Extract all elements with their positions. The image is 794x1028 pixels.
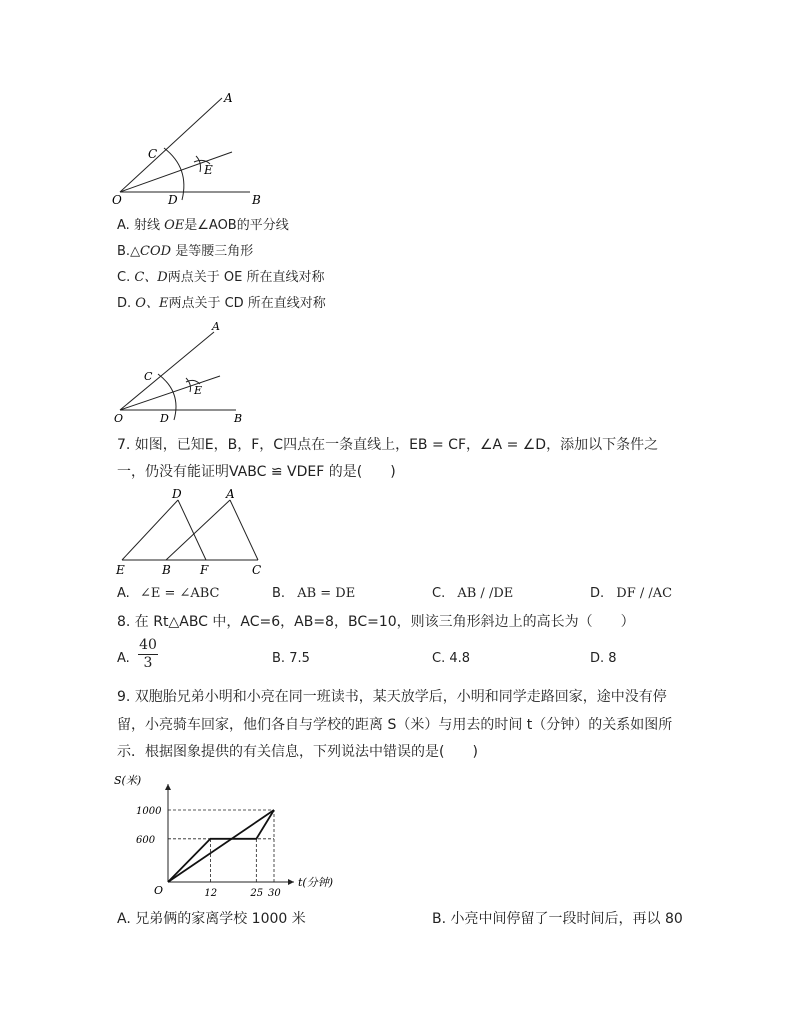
label-a: A bbox=[226, 487, 235, 501]
line-df bbox=[178, 500, 206, 560]
x-tick-label: 30 bbox=[268, 888, 281, 899]
option-text: 两点关于 OE 所在直线对称 bbox=[167, 270, 325, 285]
q8-option-c bbox=[432, 651, 470, 667]
option-letter: A. bbox=[117, 586, 130, 601]
option-6b bbox=[117, 244, 253, 260]
label-d: D bbox=[168, 193, 178, 207]
option-letter: B. bbox=[272, 586, 286, 601]
q7-option-a bbox=[117, 586, 220, 602]
label-b: B bbox=[252, 193, 261, 207]
x-axis-arrow bbox=[288, 879, 294, 885]
fraction-denominator: 3 bbox=[143, 655, 153, 671]
y-axis-arrow bbox=[165, 784, 171, 790]
q9-stem-line1: 9. 双胞胎兄弟小明和小亮在同一班读书，某天放学后，小明和同学走路回家，途中没有停 bbox=[117, 689, 667, 705]
q8-stem: 8. 在 Rt△ABC 中，AC=6，AB=8，BC=10，则该三角形斜边上的高长为（ ） bbox=[117, 614, 635, 630]
option-text: AB = DE bbox=[297, 586, 356, 601]
option-text: 两点关于 CD 所在直线对称 bbox=[168, 296, 326, 311]
option-math: O、E bbox=[135, 296, 169, 311]
option-math: C、D bbox=[134, 270, 168, 285]
option-letter: D. bbox=[117, 296, 132, 311]
q7-stem-line2: 一，仍没有能证明VABC ≌ VDEF 的是( ) bbox=[117, 464, 396, 480]
option-text: ∠E = ∠ABC bbox=[139, 586, 220, 601]
q7-stem-line1: 7. 如图，已知E，B，F，C四点在一条直线上，EB = CF，∠A = ∠D，添加以下条件之 bbox=[117, 437, 659, 453]
label-c: C bbox=[148, 147, 158, 161]
option-text: 射线 bbox=[133, 218, 160, 233]
y-tick-label: 600 bbox=[136, 834, 156, 846]
q8-option-b bbox=[272, 651, 310, 667]
option-text: DF / /AC bbox=[616, 586, 673, 601]
q9-stem-line2: 留，小亮骑车回家，他们各自与学校的距离 S（米）与用去的时间 t（分钟）的关系如图所 bbox=[117, 717, 673, 733]
triangles-figure bbox=[110, 486, 280, 578]
origin-label: O bbox=[154, 884, 164, 897]
q8-option-a-letter: A. bbox=[117, 651, 130, 666]
label-e: E bbox=[116, 563, 125, 577]
label-o: O bbox=[114, 412, 124, 425]
option-6c bbox=[117, 270, 324, 286]
option-6d bbox=[117, 296, 326, 312]
y-axis-label: S(米) bbox=[114, 774, 142, 787]
option-6a bbox=[117, 218, 289, 234]
option-math: OE bbox=[164, 218, 185, 233]
option-text: 是∠AOB的平分线 bbox=[184, 218, 289, 233]
arc-e-1 bbox=[186, 378, 191, 392]
q7-option-c bbox=[432, 586, 513, 602]
option-letter: B. bbox=[272, 651, 286, 666]
line-ed bbox=[122, 500, 178, 560]
option-text: 7.5 bbox=[289, 651, 310, 666]
option-text: 4.8 bbox=[449, 651, 471, 666]
q7-option-d bbox=[590, 586, 672, 602]
option-text: 8 bbox=[608, 651, 617, 666]
label-d: D bbox=[172, 487, 182, 501]
label-a: A bbox=[212, 320, 220, 333]
series-line-1 bbox=[168, 810, 274, 882]
q9-stem-line3: 示．根据图象提供的有关信息，下列说法中错误的是( ) bbox=[117, 744, 478, 760]
fraction-numerator: 40 bbox=[139, 637, 157, 653]
option-math: △COD bbox=[130, 244, 172, 259]
angle-bisector-figure-1 bbox=[110, 88, 280, 208]
x-tick-label: 12 bbox=[204, 888, 218, 899]
y-tick-label: 1000 bbox=[136, 806, 162, 817]
label-b: B bbox=[234, 412, 243, 425]
x-tick-label: 25 bbox=[250, 888, 264, 899]
label-e: E bbox=[204, 163, 213, 177]
line-ac bbox=[230, 500, 258, 560]
option-letter: C. bbox=[432, 586, 446, 601]
option-letter: D. bbox=[590, 586, 605, 601]
option-letter: D. bbox=[590, 651, 605, 666]
option-text: AB / /DE bbox=[457, 586, 514, 601]
q8-option-a-fraction bbox=[138, 638, 158, 671]
q7-option-b bbox=[272, 586, 355, 602]
option-text: 是等腰三角形 bbox=[175, 244, 254, 259]
label-c: C bbox=[144, 370, 153, 383]
option-letter: C. bbox=[432, 651, 446, 666]
q8-option-d bbox=[590, 651, 617, 667]
q9-option-a: A. 兄弟俩的家离学校 1000 米 bbox=[117, 911, 306, 927]
distance-time-chart bbox=[112, 770, 352, 900]
label-e: E bbox=[194, 384, 203, 397]
angle-bisector-figure-2 bbox=[110, 318, 260, 428]
ray-oe bbox=[120, 152, 232, 192]
x-axis-label: t(分钟) bbox=[298, 876, 334, 889]
label-b: B bbox=[162, 563, 171, 577]
ray-oe bbox=[120, 376, 220, 410]
line-ba bbox=[166, 500, 230, 560]
label-f: F bbox=[200, 563, 209, 577]
label-a: A bbox=[224, 91, 233, 105]
label-o: O bbox=[112, 193, 122, 207]
label-d: D bbox=[160, 412, 169, 425]
option-letter: A. bbox=[117, 218, 130, 233]
option-letter: C. bbox=[117, 270, 131, 285]
label-c: C bbox=[252, 563, 262, 577]
q9-option-b: B. 小亮中间停留了一段时间后，再以 80 bbox=[432, 911, 683, 927]
ray-oa bbox=[120, 98, 222, 192]
ray-oa bbox=[120, 332, 214, 410]
option-letter: B. bbox=[117, 244, 131, 259]
